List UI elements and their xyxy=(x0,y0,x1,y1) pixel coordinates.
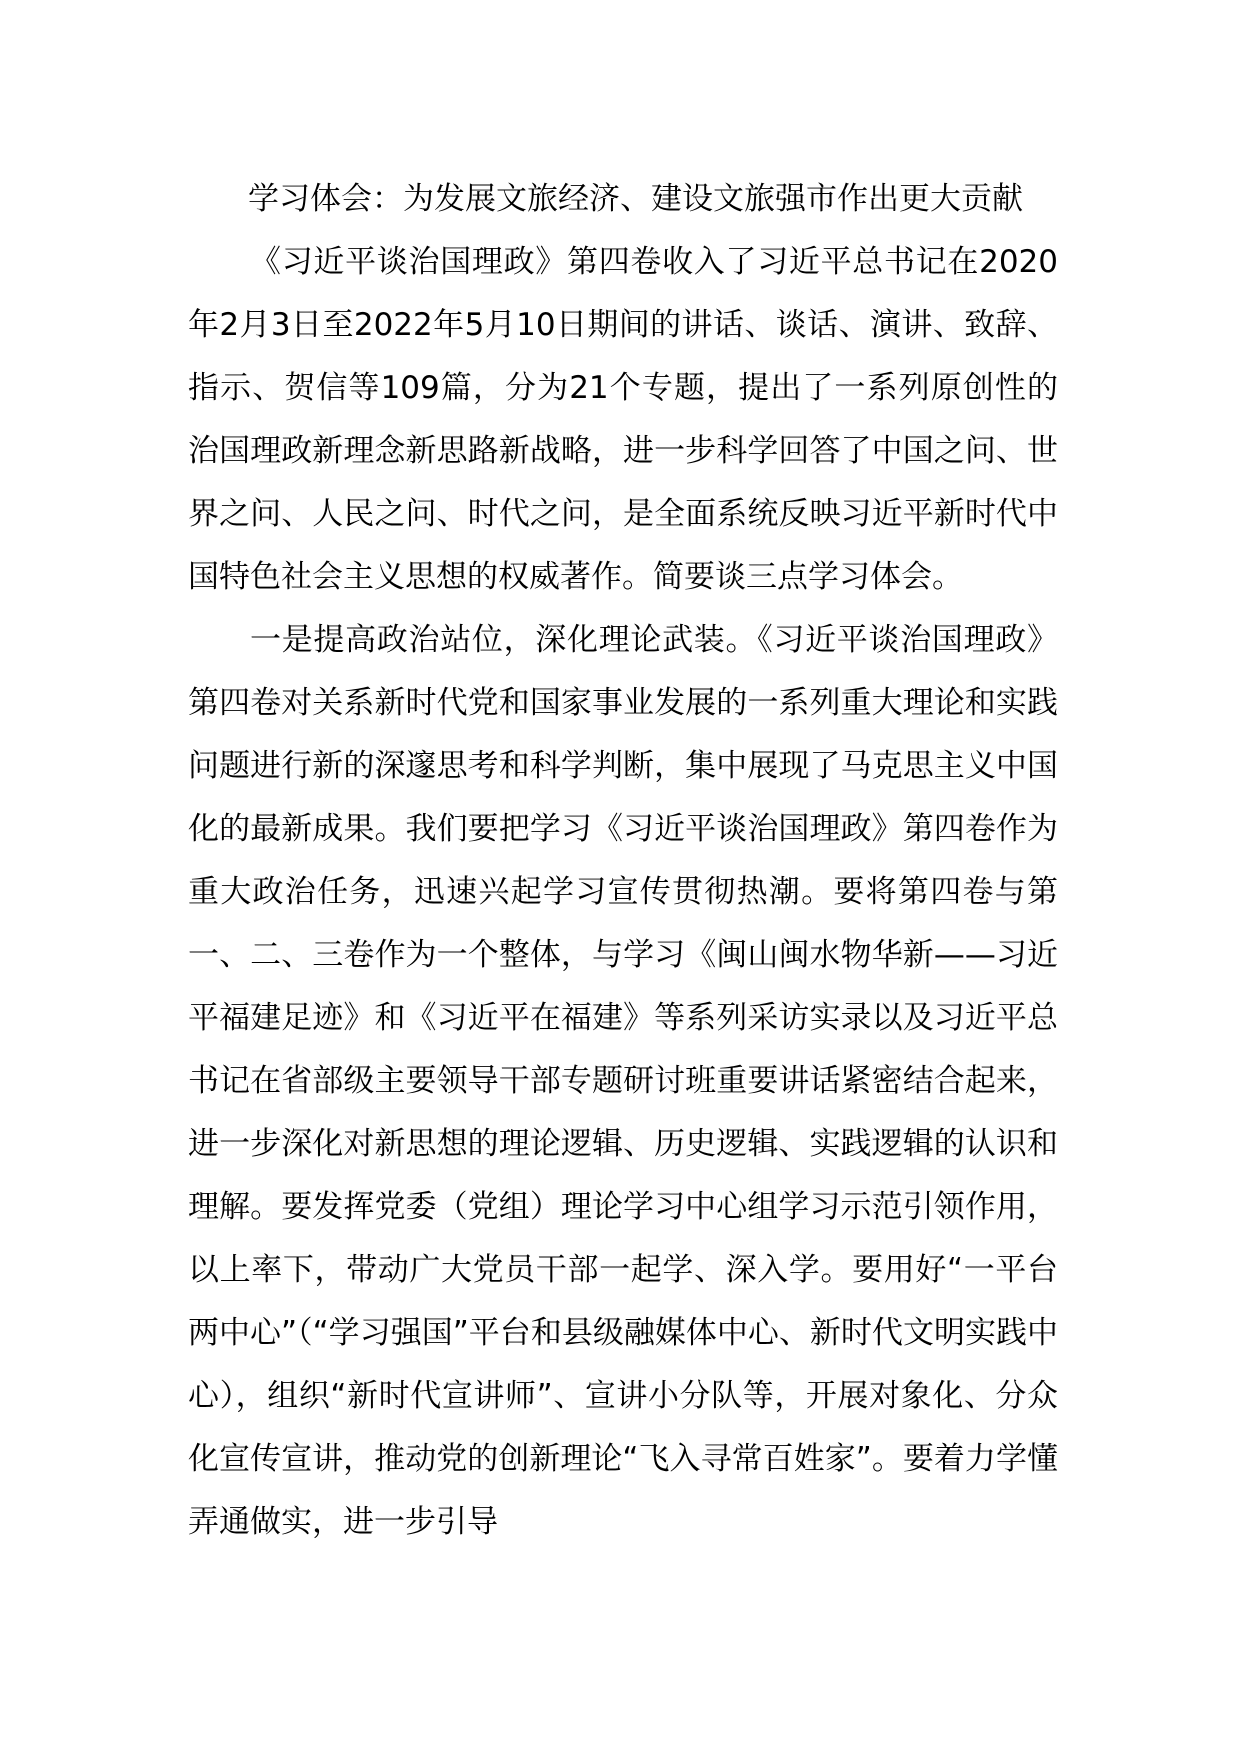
document-body xyxy=(188,168,1058,1554)
document-title: 学习体会：为发展文旅经济、建设文旅强市作出更大贡献 xyxy=(248,181,1023,217)
paragraph-point-one: 一是提高政治站位，深化理论武装。《习近平谈治国理政》第四卷对关系新时代党和国家事业发展的一系列重大理论和实践问题进行新的深邃思考和科学判断，集中展现了马克思主义中国化的最新成果。我们要把学习《习近平谈治国理政》第四卷作为重大政治任务，迅速兴起学习宣传贯彻热潮。要将第四卷与第一、二、三卷作为一个整体，与学习《闽山闽水物华新——习近平福建足迹》和《习近平在福建》等系列采访实录以及习近平总书记在省部级主要领导干部专题研讨班重要讲话紧密结合起来，进一步深化对新思想的理论逻辑、历史逻辑、实践逻辑的认识和理解。要发挥党委（党组）理论学习中心组学习示范引领作用，以上率下，带动广大党员干部一起学、深入学。要用好“一平台两中心”（“学习强国”平台和县级融媒体中心、新时代文明实践中心），组织“新时代宣讲师”、宣讲小分队等，开展对象化、分众化宣传宣讲，推动党的创新理论“飞入寻常百姓家”。要着力学懂弄通做实，进一步引导 xyxy=(188,622,1058,1540)
paragraph-intro: 《习近平谈治国理政》第四卷收入了习近平总书记在2020年2月3日至2022年5月10日期间的讲话、谈话、演讲、致辞、指示、贺信等109篇，分为21个专题，提出了一系列原创性的治国理政新理念新思路新战略，进一步科学回答了中国之问、世界之问、人民之问、时代之问，是全面系统反映习近平新时代中国特色社会主义思想的权威著作。简要谈三点学习体会。 xyxy=(188,244,1058,595)
